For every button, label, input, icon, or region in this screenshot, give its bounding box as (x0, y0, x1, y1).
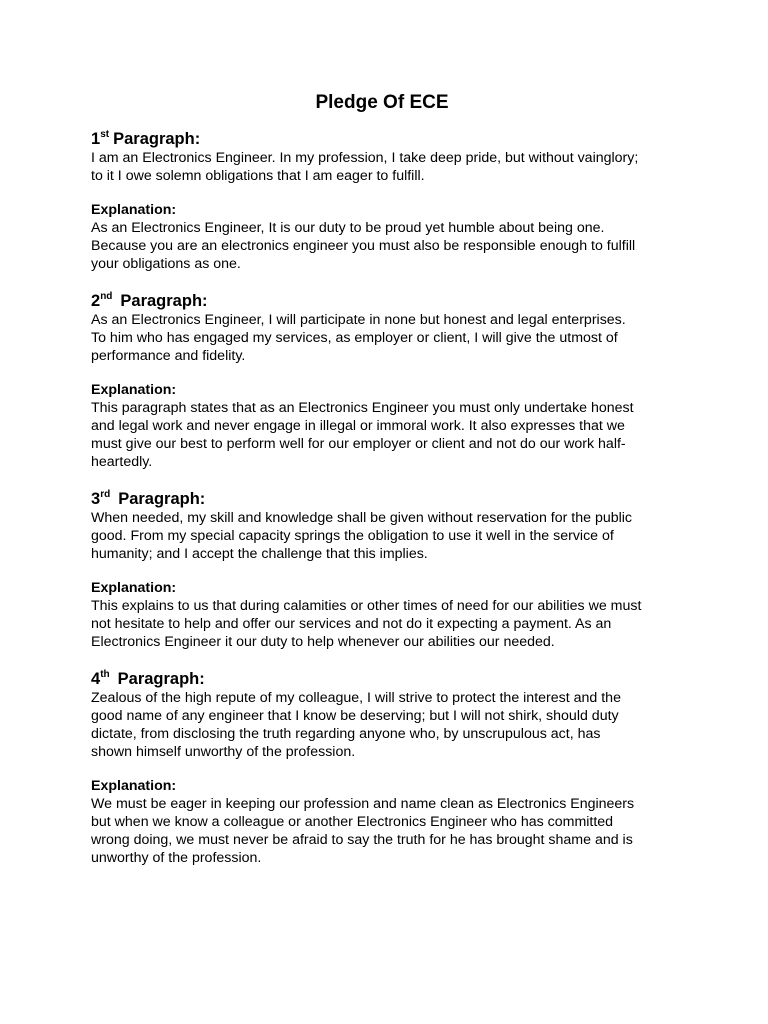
paragraph-number: 2 (91, 292, 101, 310)
explanation-label: Explanation: (91, 778, 177, 794)
paragraph-line: dictate, from disclosing the truth regarding anyone who, by unscrupulous act, has (91, 726, 601, 742)
explanation-line: must give our best to perform well for our employer or client and not do our work half- (91, 436, 626, 452)
paragraph-line: I am an Electronics Engineer. In my profession, I take deep pride, but without vainglory; (91, 150, 639, 166)
paragraph-line: When needed, my skill and knowledge shall be given without reservation for the public (91, 510, 633, 526)
paragraph-heading (91, 291, 691, 311)
paragraph-heading (91, 489, 691, 509)
explanation-line: heartedly. (91, 454, 153, 470)
explanation-block (91, 579, 691, 651)
explanation-line: not hesitate to help and offer our services and not do it expecting a payment. As an (91, 616, 612, 632)
explanation-block (91, 777, 691, 867)
paragraph-line: Zealous of the high repute of my colleague, I will strive to protect the interest and the (91, 690, 621, 706)
explanation-label: Explanation: (91, 382, 177, 398)
paragraph-heading-label: Paragraph: (113, 130, 201, 148)
explanation-label: Explanation: (91, 202, 177, 218)
paragraph-line: To him who has engaged my services, as employer or client, I will give the utmost of (91, 330, 618, 346)
explanation-line: your obligations as one. (91, 256, 241, 272)
paragraph-section-1 (91, 129, 691, 273)
paragraph-line: As an Electronics Engineer, I will participate in none but honest and legal enterprises. (91, 312, 626, 328)
explanation-block (91, 201, 691, 273)
explanation-label: Explanation: (91, 580, 177, 596)
ordinal-suffix: nd (100, 290, 113, 302)
explanation-line: This paragraph states that as an Electronics Engineer you must only undertake honest (91, 400, 634, 416)
paragraph-body (91, 509, 691, 563)
paragraph-heading-label: Paragraph: (117, 670, 205, 688)
paragraph-number: 3 (91, 490, 101, 508)
paragraph-heading (91, 129, 691, 149)
paragraph-body (91, 149, 691, 185)
paragraph-number: 4 (91, 670, 101, 688)
paragraph-heading-label: Paragraph: (120, 292, 208, 310)
ordinal-suffix: rd (100, 488, 111, 500)
page-title: Pledge Of ECE (315, 92, 449, 113)
document-page (91, 92, 691, 885)
paragraph-body (91, 311, 691, 365)
sections-container (91, 129, 691, 867)
explanation-line: Electronics Engineer it our duty to help whenever our abilities our needed. (91, 634, 555, 650)
paragraph-line: performance and fidelity. (91, 348, 246, 364)
ordinal-suffix: st (100, 128, 110, 140)
paragraph-line: good. From my special capacity springs the obligation to use it well in the service of (91, 528, 614, 544)
paragraph-heading (91, 669, 691, 689)
explanation-line: unworthy of the profession. (91, 850, 262, 866)
explanation-line: and legal work and never engage in illegal or immoral work. It also expresses that we (91, 418, 625, 434)
explanation-line: As an Electronics Engineer, It is our duty to be proud yet humble about being one. (91, 220, 605, 236)
paragraph-section-2 (91, 291, 691, 471)
explanation-line: We must be eager in keeping our profession and name clean as Electronics Engineers (91, 796, 635, 812)
paragraph-number: 1 (91, 130, 101, 148)
paragraph-heading-label: Paragraph: (118, 490, 206, 508)
explanation-line: Because you are an electronics engineer you must also be responsible enough to fulfill (91, 238, 636, 254)
ordinal-suffix: th (100, 668, 110, 680)
explanation-line: wrong doing, we must never be afraid to say the truth for he has brought shame and is (91, 832, 633, 848)
paragraph-line: to it I owe solemn obligations that I am eager to fulfill. (91, 168, 425, 184)
paragraph-body (91, 689, 691, 761)
paragraph-line: humanity; and I accept the challenge that this implies. (91, 546, 428, 562)
explanation-line: This explains to us that during calamities or other times of need for our abilities we must (91, 598, 642, 614)
explanation-line: but when we know a colleague or another Electronics Engineer who has committed (91, 814, 614, 830)
paragraph-line: good name of any engineer that I know be deserving; but I will not shirk, should duty (91, 708, 619, 724)
paragraph-section-3 (91, 489, 691, 651)
explanation-block (91, 381, 691, 471)
paragraph-section-4 (91, 669, 691, 867)
paragraph-line: shown himself unworthy of the profession. (91, 744, 356, 760)
